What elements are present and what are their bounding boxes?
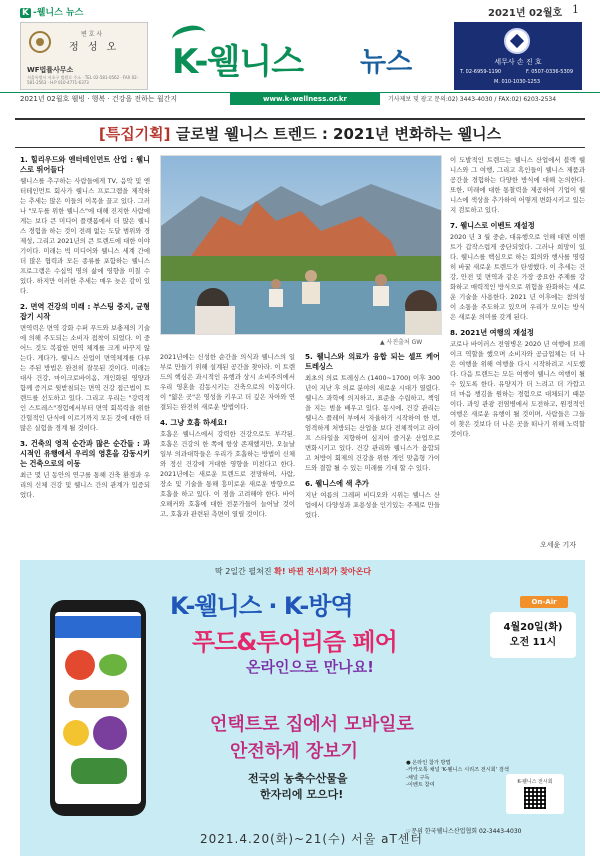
law-seal-icon (29, 31, 51, 53)
yoga-photo (160, 155, 442, 335)
banner-sub-2: 안전하게 장보기 (230, 741, 358, 762)
law-firm-address: 서울특별시 서초구 법원로 주소 · TEL 02-581-0562 · FAX 02-581-2563 · H.P 010-4771-6373 (27, 75, 139, 85)
section-3-continued: 2021년에는 신성한 순간을 의식과 웰니스의 일부로 만들기 위해 설계된 공간을 찾아라. 이 트렌드의 핵심은 과시적인 유행과 상시 소비주의에서 우리 영혼을 감동시키는 건축으로의 이동이다. 이 "얇은 곳"은 영성을 키우고 더 깊은 자아와 연결되는 완전히 새로운 방법이다. (160, 353, 295, 411)
fair-banner-ad[interactable] (20, 560, 585, 856)
section-8-title: 8. 2021년 여행의 재설정 (450, 328, 534, 337)
tax-mobile: M. 010-1030-1253 (494, 79, 541, 85)
section-1-title: 1. 힐리우드와 엔터테인먼트 산업 : 웰니스로 뛰어들다 (20, 155, 150, 174)
section-7-title: 7. 웰니스로 이벤트 재설정 (450, 221, 535, 230)
masthead-title: K-웰니스 (172, 42, 304, 82)
column-d (450, 155, 585, 445)
section-5-title: 5. 웰니스와 의료가 융합 되는 셀프 케어 트레싱스 (305, 352, 440, 371)
banner-line-2: 푸드&투어리즘 페어 (192, 628, 397, 656)
contact-line: 기사제보 및 광고 문의:02) 3443-4030 / FAX:02) 6203-2534 (388, 96, 557, 103)
brand-mark: K -웰니스 뉴스 (22, 8, 84, 18)
page-title (15, 118, 585, 148)
section-7-body: 2020 년 3 월 중순, 대유행으로 인해 대면 이벤트가 갑작스럽게 중단되었다. 그러나 희망이 있다. 웰니스를 핵심으로 하는 회의와 행사를 명령히 바꿀 새로운 트렌드가 탄생했다. 이 추세는 건강, 안전 및 면역과 같은 가장 중요한 주제를 강화하고 매력적인 방식으로 위험을 완화하는 새로운 기술을 사용한다. 2021 년 이후에는 참의성이 소통을 주도하고 있으며 우리가 모이는 방식은 새로운 의미를 갖게 된다. (450, 233, 585, 321)
section-5-body: 최초의 의료 트레싱스 (1400~1700) 이후 300 년이 지난 후 의료 분야의 새로운 시대가 열렸다. 웰니스 과학에 의지하고, 표준을 수립하고, 책임을 지는 범을 배우고 있다. 동시에, 건강 관리는 웰니스 플레어 부에서 자율하기 시작하여 한 번, 엄격하게 처방되는 산업을 보다 전체적이고 라이프 스타일을 지향하며 심지어 즐거운 산업으로 변화시키고 있다. 건강 관리와 웰니스가 융합되고 처방이 회제의 건강을 위한 개인 맞춤형 가이드와 결합 될 수 있는 미래를 기대 할 수 있다. (305, 374, 440, 472)
column-a (20, 155, 150, 506)
section-8-body: 코로나 바이러스 전염병은 2020 년 여행에 브레이크 역할을 했으며 소비자와 공급업체는 더 나은 여행을 위해 여행을 다시 시작하려고 시도했다. 다음 트렌드는 모든 여행이 웰니스 여행이 될 수 있도록 한다. 유양지가 더 느려고 더 가깝고 더 마음 챙김을 원하는 경험으로 대체되기 때문이다. 과잉 관광 전염병에서 도전하고, 원정적인 여행은 새로운 유행이 될 것이며, 사람들은 그들이 찾은 것보다 더 나은 곳을 떠나기 위해 노력할 것이다. (450, 340, 585, 438)
event-dateline: 2021.4.20(화)~21(수) 서울 aT센터 (200, 832, 423, 846)
banner-contact: ☞문의 한국웰니스산업협회 02-3443-4030 (406, 828, 522, 835)
lawyer-role: 변 호 사 (81, 31, 103, 38)
section-6-body: 지난 여름의 그레퍼 비디오와 시위는 웰니스 산업에서 다양성과 포용성을 인기있는 주제로 만들었다. (305, 491, 440, 519)
issue-tagline: 2021년 02월호 웰빙 · 행복 · 건강을 전하는 월간지 (20, 95, 178, 103)
banner-sub-4: 한자리에 모으다! (260, 788, 344, 801)
lawyer-ad (20, 22, 148, 90)
issue-date: 2021년 02월호 (488, 8, 563, 19)
section-4-body: 호흡은 웰니스에서 강력한 건강으로도 부각된. 호흡은 건강의 한 쪽에 항상 존재했지만, 오늘날 일부 의과대학들은 우리가 호흡하는 방법이 신체와 정신 건강에 거대한 영향을 미친다고 한다. 2021년에는 새로운 트렌드로 전망하여, 사람, 장소 및 기술을 통해 흥미로운 새로운 방향으로 호흡을 하고 있다. 이 점을 고려해야 한다. 바이오해커와 호흡에 대한 전문가들이 늘어날 것이고, 호흡과 관련된 측면이 열릴 것이다. (160, 430, 295, 518)
tax-accountant-ad (454, 22, 582, 90)
tax-accountant-name: 세무사 손 진 호 (494, 58, 542, 66)
tax-fax: F. 0507-0336-5309 (526, 69, 574, 75)
phone-illustration (50, 600, 146, 816)
banner-line-1: K-웰니스 · K-방역 (170, 592, 353, 620)
qr-code-card[interactable]: K-웰니스 전시회 (506, 774, 564, 814)
phone-screen (55, 612, 141, 804)
page-number: 1 (572, 3, 579, 16)
banner-line-3: 온라인으로 만나요! (246, 658, 374, 676)
reporter-byline: 오세윤 기자 (540, 541, 577, 549)
participation-info: ● 온라인 참가 방법 -카카오톡 채널 'K-웰니스 시리즈 전시회' 검색 -채널 구독 -이벤트 참여 (406, 760, 509, 789)
section-1-body: 웰니스를 추구하는 사람들에게 TV, 음악 및 엔터테인먼트 회사가 웰니스 프로그램을 제작하는 추세는 많은 이들의 이목을 끌고 있다. 그러나 "모두를 위한 웰니스"에 대해 진지한 사람에게는 보다 큰 미디어 플랫폼에서 더 많은 웰니스 경험을 하는 것이 전례 없는 도달 범위와 경제성, 그리고 2021년의 큰 트렌드에 대한 이야기이다. 미래는 빅 미디어와 웰니스 세계 간에 더 많은 협력과 모든 종류를 포함하는 웰니스 프로그램은 수십억 명의 삶에 영향을 미칠 수 있다. 하지만 이러한 추세는 매우 늦은 감이 있다. (20, 177, 150, 295)
photo-caption: ▲ 사진출처 GW (380, 339, 423, 346)
section-3-title: 3. 건축의 영적 순간과 많은 순간들 : 과시적인 유행에서 우리의 영혼을 감동시키는 건축으로의 이동 (20, 439, 150, 468)
website-link[interactable]: www.k-wellness.or.kr (230, 93, 380, 105)
column-c (305, 352, 440, 526)
lawyer-name: 정 성 오 (69, 42, 120, 53)
tax-tel: T. 02-6959-1190 (460, 69, 502, 75)
section-6-title: 6. 웰니스에 색 추가 (305, 479, 369, 488)
law-firm-name: WF법률사무소 (27, 66, 74, 74)
emblem-icon (504, 28, 530, 54)
masthead-news: 뉴스 (360, 47, 413, 78)
column-b (160, 352, 295, 525)
section-3-body: 최근 몇 년 동안의 연구를 통해 건축 환경과 우리의 신체 건강 및 웰니스 간의 관계가 입증되었다. (20, 471, 150, 499)
section-2-title: 2. 면역 건강의 미래 : 부스팅 중지, 균형 잡기 시작 (20, 302, 150, 321)
title-bracket: [특집기획] (98, 125, 171, 143)
section-2-body: 면역력은 면역 강화 수퍼 푸드와 보충제의 기술에 의해 주도되는 소비자 접착이 되었다. 이 중 어느 것도 복잡한 면역 체계를 크게 바꾸지 않는다. 게다가, 웰니스 산업이 면역체계를 다루는 주된 방법은 완전히 잘못된 것이다. 미래는 대사 건강, 마이크로바이옴, 개인화된 영양과 함께 증거로 뒷받침되는 면역 건강 접근법이 트렌드를 선도하고 있다. 그리고 우리는 "강력적인 스트레스"경험에서부터 면역 회복력을 위한 간헐적인 단식에 이르기까지 모든 것에 대한 더 많은 실험을 경계 될 것이다. (20, 324, 150, 432)
banner-tagline: 딱 2일간 펼쳐진 확! 바뀐 전시회가 찾아온다 (215, 567, 372, 576)
banner-sub-1: 언택트로 집에서 모바일로 (210, 714, 414, 735)
banner-sub-3: 전국의 농축수산물을 (248, 772, 348, 785)
masthead (152, 22, 452, 94)
date-bar (0, 92, 600, 106)
top-strip (0, 0, 600, 22)
section-6-continued: 이 도발적인 트렌드는 웰니스 산업에서 블랙 웰니스와 그 여행, 그리고 흑인들이 웰니스 제품과 공간을 경험하는 다양한 방식에 대해 논의한다. 또한, 미래에 대한 통찰력을 제공하여 기업이 웰니스에 색상을 추가하여 어떻게 변화시키고 있는지 검토하고 있다. (450, 156, 585, 214)
on-air-badge: On-Air (520, 596, 568, 608)
on-air-schedule: 4월20일(화) 오전 11시 (490, 612, 576, 658)
title-text: 글로벌 웰니스 트렌드 : 2021년 변화하는 웰니스 (170, 125, 502, 143)
section-4-title: 4. 그냥 호흡 하세요! (160, 418, 228, 427)
qr-code-icon (524, 787, 546, 809)
